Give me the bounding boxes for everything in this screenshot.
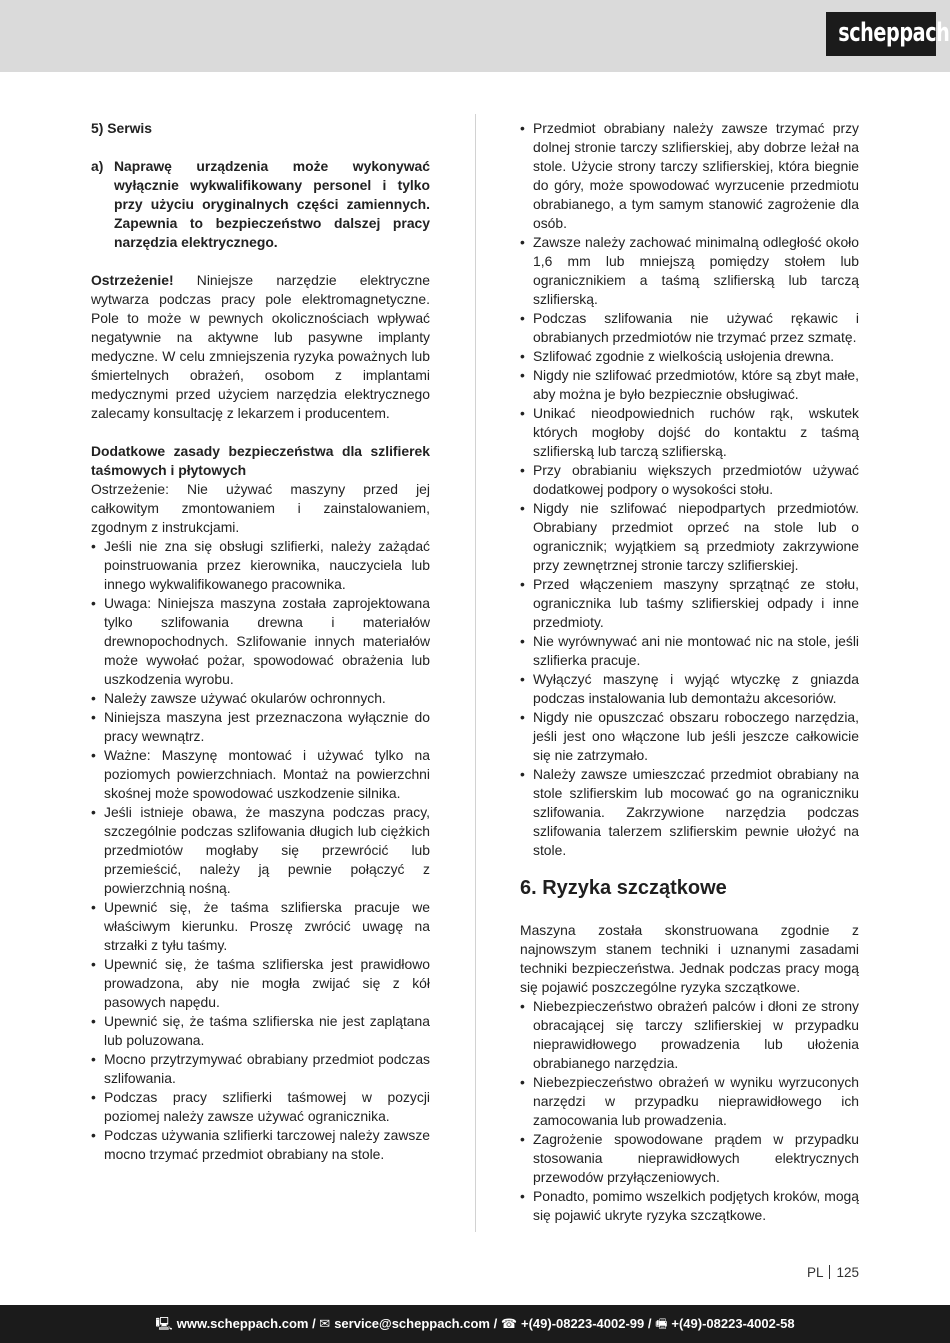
page-number xyxy=(807,1265,859,1280)
list-item: • Przy obrabianiu większych przedmiotów używać dodatkowej podpory o wysokości stołu. xyxy=(520,461,859,499)
list-item: • Nigdy nie opuszczać obszaru roboczego narzędzia, jeśli jest ono włączone lub jeśli jeszcze całkowicie się nie zatrzymało. xyxy=(520,708,859,765)
rules-title: Dodatkowe zasady bezpieczeństwa dla szlifierek taśmowych i płytowych xyxy=(91,443,430,478)
item-text: Naprawę urządzenia może wykonywać wyłącznie wykwalifikowany personel i tylko przy użyciu oryginalnych części zamiennych. Zapewnia to bezpieczeństwo dalszej pracy narzędzia elektrycznego. xyxy=(114,158,430,250)
list-item: • Nie wyrównywać ani nie montować nic na stole, jeśli szlifierka pracuje. xyxy=(520,632,859,670)
residual-risks-list xyxy=(520,997,859,1225)
service-item-a xyxy=(91,157,430,252)
list-item: • Niebezpieczeństwo obrażeń palców i dłoni ze strony obracającej się tarczy szlifierskiej w przypadku nieprawidłowego prowadzenia lub ułożenia obrabianego narzędzia. xyxy=(520,997,859,1073)
rules-intro: Ostrzeżenie: Nie używać maszyny przed jej całkowitym zmontowaniem i zainstalowaniem, zgodnym z instrukcjami. xyxy=(91,481,430,535)
list-item: • Mocno przytrzymywać obrabiany przedmiot podczas szlifowania. xyxy=(91,1050,430,1088)
list-item: • Nigdy nie szlifować niepodpartych przedmiotów. Obrabiany przedmiot oprzeć na stole lub o ogranicznik; wyjątkiem są przedmioty zakrzywione przy zewnętrznej stronie tarczy szlifierskiej. xyxy=(520,499,859,575)
list-item: • Niebezpieczeństwo obrażeń w wyniku wyrzuconych narzędzi w przypadku nieprawidłowego ich zamocowania lub prowadzenia. xyxy=(520,1073,859,1130)
list-item: • Podczas szlifowania nie używać rękawic i obrabianych przedmiotów nie trzymać przez szmatę. xyxy=(520,309,859,347)
rules-list-continued xyxy=(520,119,859,860)
section-6-title: 6. Ryzyka szczątkowe xyxy=(520,877,727,899)
list-item: • Upewnić się, że taśma szlifierska nie jest zaplątana lub poluzowana. xyxy=(91,1012,430,1050)
email-link[interactable]: service@scheppach.com xyxy=(334,1316,490,1331)
page-header xyxy=(0,0,950,72)
right-column xyxy=(520,119,859,1225)
item-label: a) xyxy=(91,158,104,174)
website-link[interactable]: www.scheppach.com xyxy=(176,1316,309,1331)
column-divider xyxy=(475,114,476,1232)
list-item: • Nigdy nie szlifować przedmiotów, które są zbyt małe, aby można je było bezpiecznie obsługiwać. xyxy=(520,366,859,404)
fax-number: +(49)-08223-4002-58 xyxy=(671,1316,795,1331)
list-item: • Podczas używania szlifierki tarczowej należy zawsze mocno trzymać przedmiot obrabiany na stole. xyxy=(91,1126,430,1164)
list-item: • Ważne: Maszynę montować i używać tylko na poziomych powierzchniach. Montaż na powierzchni skośnej może spowodować uszkodzenie silnika. xyxy=(91,746,430,803)
list-item: • Upewnić się, że taśma szlifierska pracuje we właściwym kierunku. Proszę zwrócić uwagę na strzałki z tyłu taśmy. xyxy=(91,898,430,955)
list-item: • Jeśli nie zna się obsługi szlifierki, należy zażądać poinstruowania przez kierownika, nauczyciela lub innego wykwalifikowanego pracownika. xyxy=(91,537,430,594)
footer-separator: / xyxy=(489,1316,501,1331)
phone-icon: ☎ xyxy=(500,1316,518,1331)
warning-paragraph xyxy=(91,271,430,423)
monitor-icon: 🖳 xyxy=(155,1316,173,1331)
page-footer xyxy=(0,1305,950,1343)
list-item: • Uwaga: Niniejsza maszyna została zaprojektowana tylko szlifowania drewna i materiałów drewnopochodnych. Szlifowanie innych materiałów może wywołać pożar, spowodować obrażenia lub uszkodzenia wyrobu. xyxy=(91,594,430,689)
mail-icon: ✉ xyxy=(319,1316,331,1331)
list-item: • Podczas pracy szlifierki taśmowej w pozycji poziomej należy zawsze używać ogranicznika. xyxy=(91,1088,430,1126)
list-item: • Przed włączeniem maszyny sprzątnąć ze stołu, ogranicznika lub taśmy szlifierskiej odpady i inne przedmioty. xyxy=(520,575,859,632)
left-column xyxy=(91,119,430,1164)
section-5-title: 5) Serwis xyxy=(91,120,152,136)
list-item: • Ponadto, pomimo wszelkich podjętych kroków, mogą się pojawić ukryte ryzyka szczątkowe. xyxy=(520,1187,859,1225)
rules-list xyxy=(91,537,430,1164)
section-6-intro: Maszyna została skonstruowana zgodnie z najnowszym stanem techniki i uznanymi zasadami techniki bezpieczeństwa. Jednak podczas pracy mogą się pojawić poszczególne ryzyka szczątkowe. xyxy=(520,922,859,995)
language-code: PL xyxy=(806,1265,824,1280)
warning-label: Ostrzeżenie! xyxy=(91,272,174,288)
list-item: • Szlifować zgodnie z wielkością usłojenia drewna. xyxy=(520,347,859,366)
list-item: • Należy zawsze używać okularów ochronnych. xyxy=(91,689,430,708)
page-number-value: 125 xyxy=(836,1265,859,1280)
list-item: • Jeśli istnieje obawa, że maszyna podczas pracy, szczególnie podczas szlifowania długich lub ciężkich przedmiotów mogłaby się przewrócić lub przemieścić, należy ją pewnie połączyć z powierzchnią nośną. xyxy=(91,803,430,898)
phone-number: +(49)-08223-4002-99 xyxy=(521,1316,645,1331)
list-item: • Zagrożenie spowodowane prądem w przypadku stosowania nieprawidłowych elektrycznych przewodów przyłączeniowych. xyxy=(520,1130,859,1187)
scheppach-logo: scheppach xyxy=(826,12,936,56)
list-item: • Wyłączyć maszynę i wyjąć wtyczkę z gniazda podczas instalowania lub demontażu akcesoriów. xyxy=(520,670,859,708)
footer-separator: / xyxy=(308,1316,320,1331)
list-item: • Zawsze należy zachować minimalną odległość około 1,6 mm lub mniejszą pomiędzy stołem lub ogranicznikiem a taśmą szlifierską lub tarczą szlifierską. xyxy=(520,233,859,309)
fax-icon: 🖷 xyxy=(655,1316,668,1331)
list-item: • Przedmiot obrabiany należy zawsze trzymać przy dolnej stronie tarczy szlifierskiej, aby dobrze leżał na stole. Użycie strony tarczy szlifierskiej, która biegnie do góry, może spowodować wyrzucenie przedmiotu obrabianego, a tym samym stanowić zagrożenie dla osób. xyxy=(520,119,859,233)
page-number-divider xyxy=(829,1265,830,1279)
list-item: • Unikać nieodpowiednich ruchów rąk, wskutek których mogłoby dojść do kontaktu z taśmą szlifierską lub tarczą szlifierską. xyxy=(520,404,859,461)
footer-separator: / xyxy=(644,1316,656,1331)
warning-text: Niniejsze narzędzie elektryczne wytwarza podczas pracy pole elektromagnetyczne. Pole to może w pewnych okolicznościach wpływać negatywnie na aktywne lub pasywne implanty medyczne. W celu zmniejszenia ryzyka poważnych lub śmiertelnych obrażeń, osobom z implantami medycznymi przed użyciem narzędzia elektrycznego zalecamy konsultację z lekarzem i producentem. xyxy=(91,272,430,421)
list-item: • Należy zawsze umieszczać przedmiot obrabiany na stole szlifierskim lub mocować go na ograniczniku szlifowania. Zakrzywione narzędzia podczas szlifowania talerzem szlifierskim pewnie ułożyć na stole. xyxy=(520,765,859,860)
list-item: • Upewnić się, że taśma szlifierska jest prawidłowo prowadzona, aby nie mogła zwijać się z kół pasowych napędu. xyxy=(91,955,430,1012)
list-item: • Niniejsza maszyna jest przeznaczona wyłącznie do pracy wewnątrz. xyxy=(91,708,430,746)
